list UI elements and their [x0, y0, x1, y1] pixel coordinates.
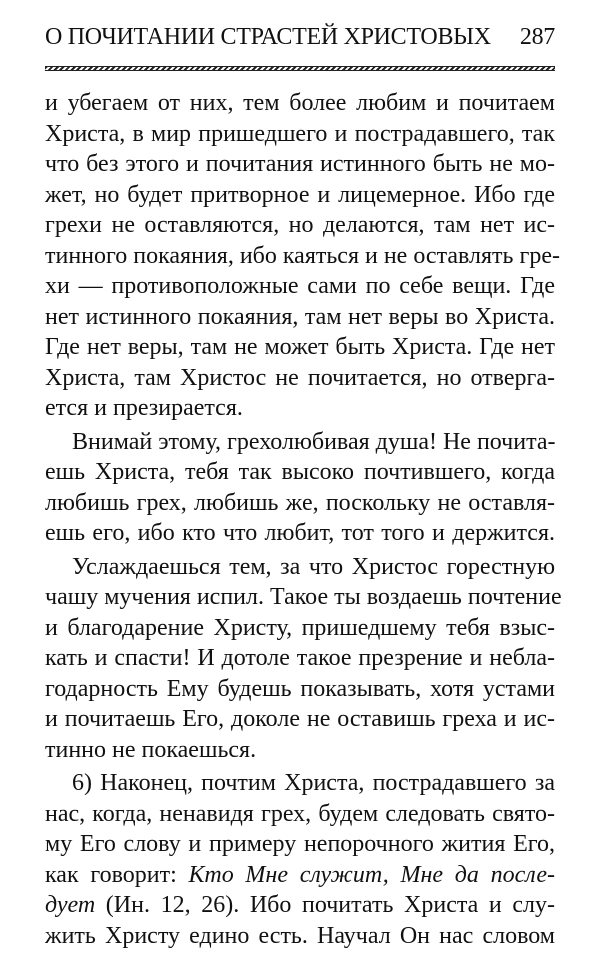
text-segment: как говорит:	[45, 861, 189, 888]
page-number: 287	[519, 24, 555, 50]
text-line: му Его слову и примеру непорочного жития Его,	[45, 831, 555, 857]
chapter-title: О ПОЧИТАНИИ СТРАСТЕЙ ХРИСТОВЫХ	[45, 24, 491, 50]
text-line: нет истинного покаяния, там нет веры во Христа.	[45, 303, 555, 330]
text-line: жить Христу едино есть. Научал Он нас словом	[45, 922, 555, 949]
header-divider	[45, 66, 555, 71]
text-line: Христа, в мир пришедшего и пострадавшего, так	[45, 120, 555, 147]
paragraph	[45, 88, 560, 424]
text-line: кать и спасти! И дотоле такое презрение и небла-	[45, 645, 555, 671]
text-line: жет, но будет притворное и лицемерное. Ибо где	[45, 181, 555, 208]
text-line: грехи не оставляются, но делаются, там нет ис-	[45, 212, 555, 238]
scripture-quote: Кто Мне служит, Мне да после-	[188, 861, 555, 888]
text-line: хи — противоположные сами по себе вещи. Где	[45, 273, 555, 299]
text-line: ешь его, ибо кто что любит, тот того и держится.	[45, 520, 555, 546]
text-line: Внимай этому, грехолюбивая душа! Не почита-	[72, 428, 556, 455]
paragraph	[45, 768, 555, 951]
text-line-with-quote	[45, 890, 555, 921]
text-line: Где нет веры, там не может быть Христа. Где нет	[45, 334, 555, 360]
text-line: и почитаешь Его, доколе не оставишь греха и ис-	[45, 706, 555, 732]
running-header	[45, 24, 555, 54]
text-line: любишь грех, любишь же, поскольку не оставля-	[45, 489, 555, 516]
text-line: ется и презирается.	[45, 395, 243, 421]
text-line-with-quote	[45, 860, 555, 891]
text-line: тинного покаяния, ибо каяться и не оставлять гре-	[45, 242, 560, 269]
text-line: и убегаем от них, тем более любим и почитаем	[45, 90, 555, 116]
page-body	[45, 88, 562, 954]
text-line: что без этого и почитания истинного быть не мо-	[45, 151, 555, 177]
text-line: 6) Наконец, почтим Христа, пострадавшего за	[72, 770, 555, 796]
text-line: Христа, там Христос не почитается, но отверга-	[45, 364, 555, 391]
scripture-quote: дует	[45, 892, 96, 918]
paragraph	[45, 427, 555, 549]
paragraph	[45, 552, 562, 766]
text-line: Услаждаешься тем, за что Христос горестную	[72, 553, 555, 580]
text-line: чашу мучения испил. Такое ты воздаешь почтение	[45, 584, 562, 610]
text-line: годарность Ему будешь показывать, хотя устами	[45, 675, 555, 702]
scripture-reference: (Ин. 12, 26). Ибо почитать Христа и слу-	[95, 892, 555, 918]
text-line: и благодарение Христу, пришедшему тебя взыс-	[45, 614, 555, 641]
text-line: ешь Христа, тебя так высоко почтившего, когда	[45, 459, 555, 485]
text-line: нас, когда, ненавидя грех, будем следовать свято-	[45, 800, 555, 827]
text-line: тинно не покаешься.	[45, 736, 257, 763]
